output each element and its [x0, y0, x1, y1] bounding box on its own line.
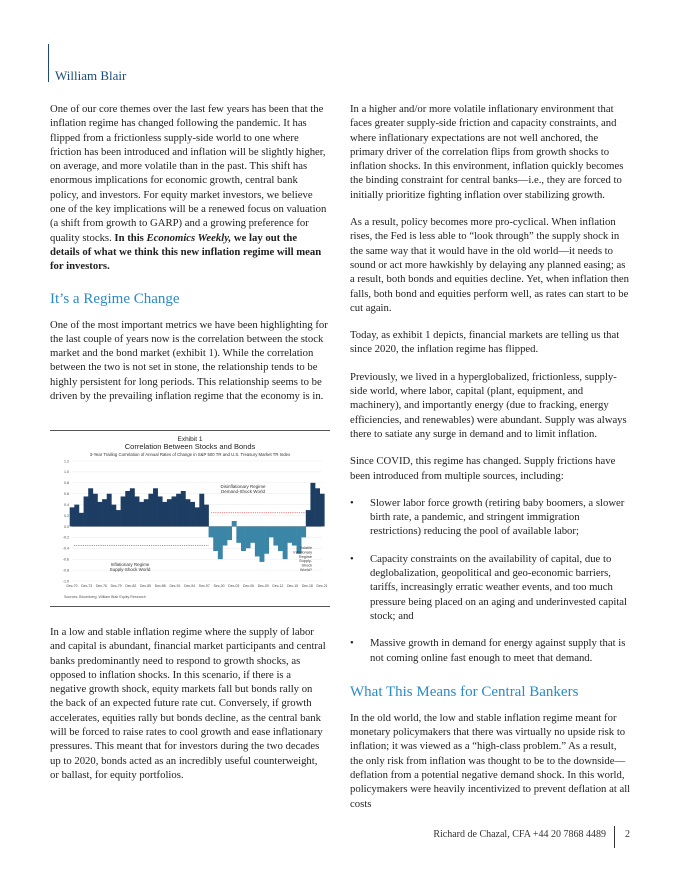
- x-tick-label: Dec-70: [66, 584, 78, 588]
- low-inflation-paragraph: In a low and stable inflation regime where the supply of labor and capital is abundant, financial market participants and central banks predominantly need to respond to growth shocks, as opposed to inflation shocks. In this scenario, if there is a negative growth shock, equity markets fall but bonds rally on the back of an expected future rate cut. Conversely, if growth accelerates, equities rally but bonds decline, as the central bank will be forced to raise rates to cool growth and ease inflationary pressures. This meant that for investors during the two decades up to 2020, bonds acted as an incredibly useful counterweight, or ballast, for equity portfolios.: [50, 626, 326, 781]
- chart-bar: [162, 502, 167, 527]
- y-tick-label: -0.4: [62, 546, 69, 551]
- list-item: • Massive growth in demand for energy against supply that is not coming online fast enough to meet that demand.: [350, 636, 632, 665]
- chart-bar: [213, 526, 218, 551]
- chart-bar: [209, 526, 214, 537]
- chart-bar: [320, 494, 325, 527]
- chart-bar: [167, 499, 172, 526]
- chart-bar: [176, 494, 181, 527]
- list-item: • Capacity constraints on the availability of capital, due to deglobalization, geopolitical and geo-economic barriers, tariffs, increasingly erratic weather events, and too much pressure being placed on an aging and underinvested capital stock; and: [350, 552, 632, 623]
- friction-list: [350, 496, 632, 665]
- annotation-volatile: Volatile Inflationary Regime Supply-Shock World?: [293, 546, 312, 572]
- x-tick-label: Dec-85: [140, 584, 151, 588]
- y-tick-label: -0.6: [62, 557, 69, 562]
- chart-bar: [315, 488, 320, 526]
- x-tick-label: Dec-18: [301, 584, 313, 588]
- x-tick-label: Dec-06: [243, 584, 254, 588]
- x-tick-label: Dec-15: [287, 584, 299, 588]
- x-tick-label: Dec-91: [169, 584, 181, 588]
- y-tick-label: 1.2: [64, 459, 69, 464]
- chart-exhibit-label: Exhibit 1: [177, 436, 203, 443]
- chart-bar: [199, 494, 204, 527]
- x-tick-label: Dec-82: [125, 584, 137, 588]
- x-tick-label: Dec-09: [257, 584, 269, 588]
- chart-bar: [241, 526, 246, 551]
- chart-bar: [301, 526, 306, 537]
- x-tick-label: Dec-88: [154, 584, 166, 588]
- y-tick-label: 0.2: [64, 513, 69, 518]
- chart-bar: [84, 496, 89, 526]
- chart-bar: [116, 510, 121, 526]
- list-item: • Slower labor force growth (retiring baby boomers, a slower birth rate, a pandemic, and stringent immigration restrictions) reducing the pool of available labor;: [350, 496, 632, 539]
- chart-bar: [269, 526, 274, 537]
- chart-bar: [111, 505, 116, 527]
- chart-bar: [222, 526, 227, 545]
- right-paragraph-2: As a result, policy becomes more pro-cyclical. When inflation rises, the Fed is less able to “look through” the supply shock in the same way that it would have in the old world—it needs to sound or act more hawkishly by delaying any planned easing; as a result, both bonds and equities decline. Yet, when inflation then falls, both bond and equities perform well, as rates can start to be cut again.: [350, 216, 630, 314]
- chart-bar: [79, 513, 84, 527]
- chart-bar: [250, 526, 255, 542]
- annotation-disinflationary: Disinflationary Regime Demand-Shock World: [220, 484, 266, 495]
- x-tick-label: Dec-00: [213, 584, 225, 588]
- chart-bar: [93, 494, 98, 527]
- chart-bar: [260, 526, 265, 561]
- y-tick-label: -1.0: [62, 579, 69, 584]
- x-tick-label: Dec-76: [95, 584, 107, 588]
- left-column-lower: [50, 625, 328, 795]
- page-number: 2: [625, 829, 630, 840]
- chart-bar: [148, 494, 153, 527]
- chart-source: Sources: Bloomberg, William Blair Equity Research: [64, 595, 146, 599]
- y-tick-label: 0.0: [64, 524, 69, 529]
- chart-bar: [121, 496, 126, 526]
- x-tick-label: Dec-73: [81, 584, 93, 588]
- exhibit-1-chart: [50, 430, 330, 607]
- chart-bar: [102, 499, 107, 526]
- footer-author: Richard de Chazal, CFA +44 20 7868 4489: [433, 829, 606, 840]
- intro-bold: In this Economics Weekly, we lay out the details of what we think this new inflation regime will mean for investors.: [50, 231, 322, 273]
- chart-bar: [125, 491, 130, 526]
- right-column: [350, 102, 632, 824]
- chart-bar: [158, 496, 163, 526]
- chart-bar: [310, 483, 315, 527]
- chart-bar: [218, 526, 223, 559]
- right-paragraph-5: Since COVID, this regime has changed. Supply frictions have been introduced from multiple sources, including:: [350, 455, 616, 482]
- chart-bar: [255, 526, 260, 556]
- y-tick-label: 0.8: [64, 481, 69, 486]
- heading-central-bankers: What This Means for Central Bankers: [350, 683, 579, 700]
- chart-bar: [306, 510, 311, 526]
- right-paragraph-1: In a higher and/or more volatile inflationary environment that faces greater supply-side friction and capacity constraints, and where inflationary expectations are not well anchored, the primary driver of the correlation flips from growth shocks to inflation shocks. In this environment, inflation quickly becomes the binding constraint for central banks—i.e., they are forced to initially prioritize fighting inflation over stabilizing growth.: [350, 103, 624, 201]
- chart-subtitle: 3-Year Trailing Correlation of Annual Rates of Change in S&P 500 TR and U.S. Treasury Market TR Index: [89, 452, 291, 457]
- chart-title: Correlation Between Stocks and Bonds: [124, 442, 256, 451]
- heading-regime-change: It’s a Regime Change: [50, 290, 180, 307]
- chart-bar: [70, 507, 75, 526]
- chart-bar: [246, 526, 251, 548]
- chart-bar: [139, 502, 144, 527]
- y-tick-label: 1.0: [64, 470, 69, 475]
- chart-svg: [50, 431, 330, 606]
- y-tick-label: -0.2: [62, 535, 69, 540]
- y-tick-label: 0.6: [64, 492, 69, 497]
- annotation-inflationary: Inflationary Regime Supply-Shock World: [109, 562, 151, 573]
- footer-rule: [614, 826, 615, 848]
- regime-paragraph: One of the most important metrics we have been highlighting for the last couple of years now is the correlation between the stock market and the bond market (exhibit 1). While the correlation between the two is not set in stone, the relationship tends to be highly persistent for long periods. This relationship seems to be driven by the prevailing inflation regime that the economy is in.: [50, 318, 328, 403]
- chart-bar: [278, 526, 283, 551]
- central-bankers-paragraph: In the old world, the low and stable inflation regime meant for monetary policymakers that there was virtually no upside risk to inflation; it was viewed as a “high-class problem.” As a result, the only risk from inflation was thought to be to the downside—deflation from a potential negative demand shock. In this world, policymakers were heavily incentivized to prevent deflation at all costs: [350, 711, 631, 810]
- chart-bar: [232, 521, 237, 526]
- chart-bar: [264, 526, 269, 553]
- chart-bar: [287, 526, 292, 542]
- chart-bar: [283, 526, 288, 559]
- chart-bar: [227, 526, 232, 540]
- intro-paragraph: One of our core themes over the last few years has been that the inflation regime has changed following the pandemic. It has flipped from a frictionless supply-side world to one where friction has been introduced and inflation will be slightly higher, on average, and more volatile than in the past. This shift has enormous implications for economic growth, central bank policy, and investors. For equity market investors, we believe one of the key implications will be a renewed focus on valuation (a shift from growth to GARP) and a growing preference for quality stocks. In this Economics Weekly, we lay out the details of what we think this new inflation regime will mean for investors.: [50, 103, 327, 273]
- x-tick-label: Dec-79: [110, 584, 122, 588]
- x-tick-label: Dec-97: [198, 584, 210, 588]
- chart-bar: [273, 526, 278, 545]
- chart-bar: [144, 499, 149, 526]
- brand-name: William Blair: [55, 68, 127, 83]
- chart-bar: [181, 491, 186, 526]
- x-tick-label: Dec-21: [316, 584, 328, 588]
- chart-bar: [153, 488, 158, 526]
- chart-bar: [74, 505, 79, 527]
- y-tick-label: 0.4: [64, 502, 69, 507]
- left-column: [50, 102, 328, 416]
- chart-bar: [195, 507, 200, 526]
- chart-bar: [130, 488, 135, 526]
- chart-bar: [88, 488, 93, 526]
- chart-bar: [185, 499, 190, 526]
- header-rule: [48, 44, 49, 82]
- y-tick-label: -0.8: [62, 568, 69, 573]
- chart-bar: [236, 526, 241, 542]
- x-tick-label: Dec-03: [228, 584, 240, 588]
- x-tick-label: Dec-94: [184, 584, 196, 588]
- chart-bar: [292, 526, 297, 545]
- chart-bar: [172, 496, 177, 526]
- chart-bar: [204, 505, 209, 527]
- chart-bar: [190, 502, 195, 527]
- chart-bar: [107, 494, 112, 527]
- chart-bar: [97, 502, 102, 527]
- right-paragraph-4: Previously, we lived in a hyperglobalized, frictionless, supply-side world, where labor, capital (plant, equipment, and machinery), and importantly energy (due to fracking, energy efficiencies, and renewables) were abundant. Supply was always there to satiate any surge in demand and to limit inflation.: [350, 370, 627, 440]
- right-paragraph-3: Today, as exhibit 1 depicts, financial markets are telling us that since 2020, the inflation regime has flipped.: [350, 329, 620, 356]
- chart-bar: [135, 496, 140, 526]
- x-tick-label: Dec-12: [272, 584, 284, 588]
